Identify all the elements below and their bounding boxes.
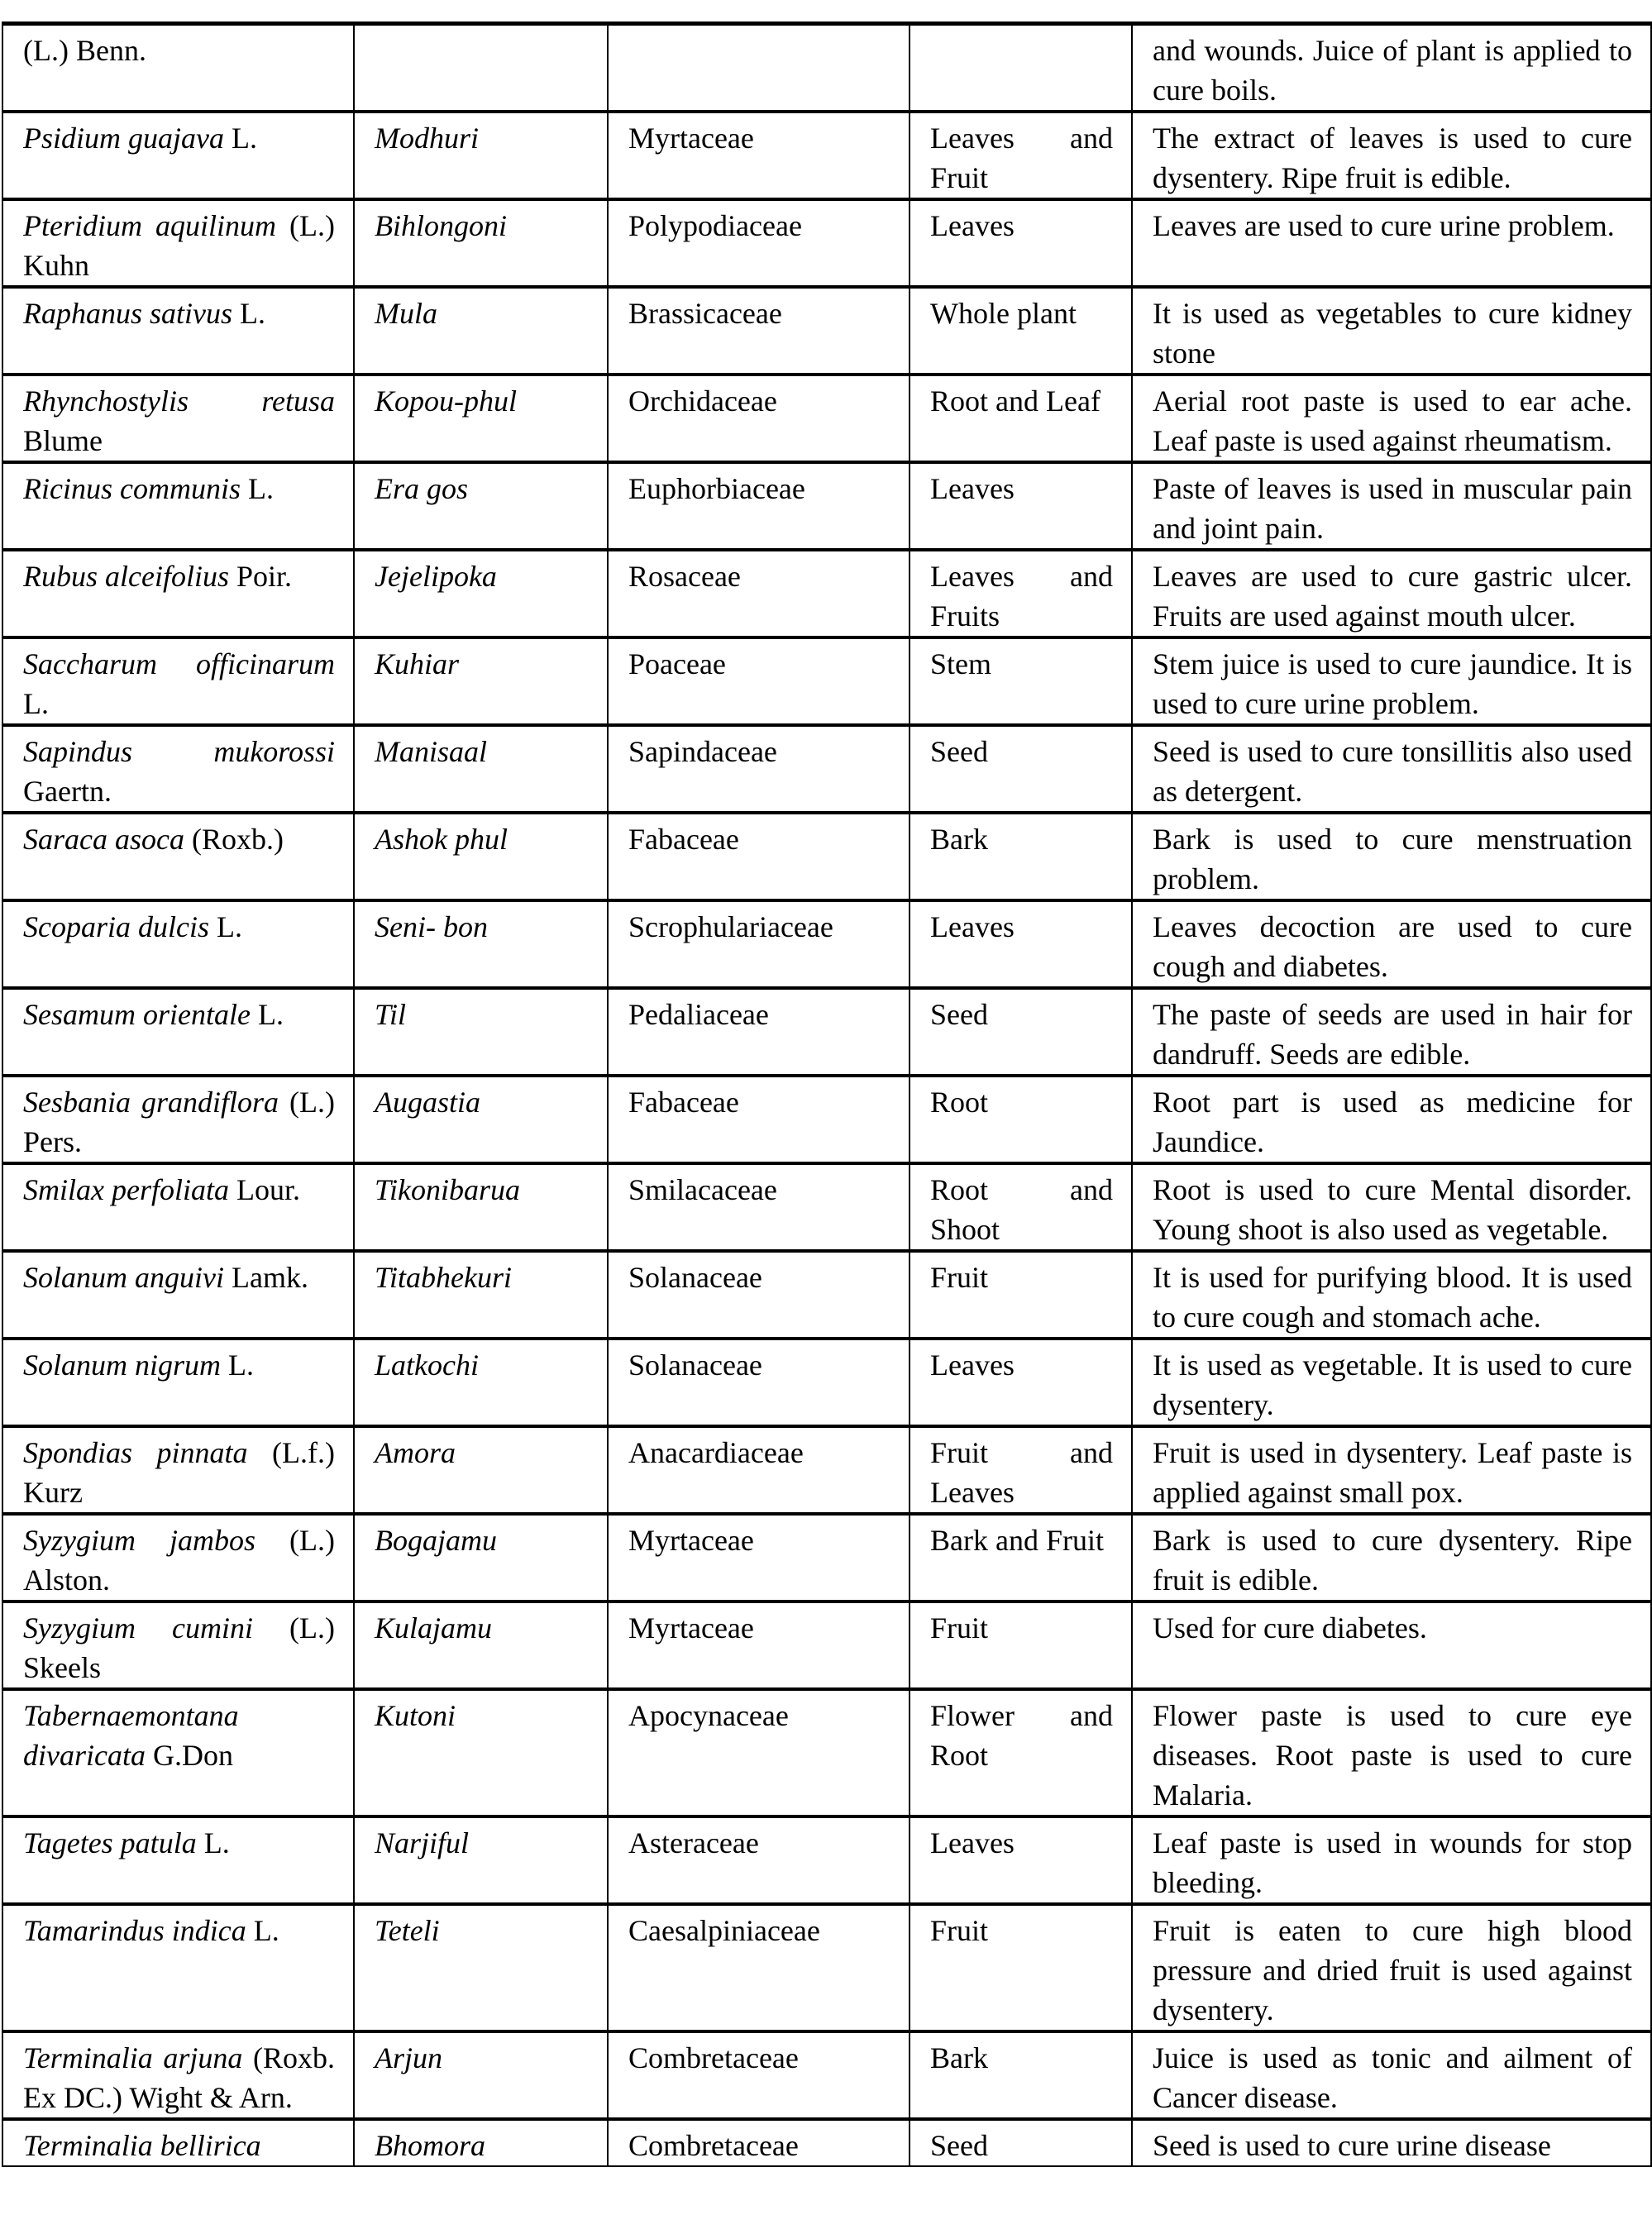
author-citation: G.Don xyxy=(152,1739,233,1772)
scientific-name: Tabernaemontana divaricata xyxy=(23,1699,239,1772)
scientific-name: Solanum anguivi xyxy=(23,1261,224,1294)
local-name-cell xyxy=(354,725,608,813)
family-cell xyxy=(608,24,910,112)
local-name-cell xyxy=(354,1339,608,1426)
part-used-cell xyxy=(910,1602,1132,1689)
table-row xyxy=(2,1339,1651,1426)
family-name: Euphorbiaceae xyxy=(628,472,805,505)
local-name: Tikonibarua xyxy=(375,1173,521,1206)
local-name: Bhomora xyxy=(375,2129,485,2162)
scientific-name: Tamarindus indica xyxy=(23,1914,246,1947)
part-used-cell xyxy=(910,1426,1132,1514)
local-name-cell xyxy=(354,287,608,375)
part-used: Fruit xyxy=(930,1611,989,1644)
family-cell xyxy=(608,1602,910,1689)
scientific-name: Rubus alceifolius xyxy=(23,560,229,593)
scientific-name-cell xyxy=(2,1602,354,1689)
local-name-cell xyxy=(354,637,608,725)
local-name: Era gos xyxy=(375,472,469,505)
part-used-cell xyxy=(910,375,1132,462)
scientific-name: Sesbania grandiflora xyxy=(23,1086,279,1119)
uses-cell xyxy=(1132,1426,1651,1514)
uses-cell xyxy=(1132,462,1651,550)
part-used-cell xyxy=(910,1904,1132,2031)
uses-cell xyxy=(1132,1816,1651,1904)
local-name: Latkochi xyxy=(375,1349,479,1382)
author-citation: (L.) Alston. xyxy=(23,1524,335,1597)
author-citation: L. xyxy=(228,1349,255,1382)
uses-cell xyxy=(1132,725,1651,813)
uses-text: Leaves are used to cure urine problem. xyxy=(1153,209,1615,242)
part-used: Leaves and Fruits xyxy=(930,560,1113,632)
scientific-name: Rhynchostylis retusa xyxy=(23,384,335,418)
scientific-name-cell xyxy=(2,813,354,900)
uses-text: Juice is used as tonic and ailment of Cancer disease. xyxy=(1153,2041,1632,2114)
local-name: Amora xyxy=(375,1436,456,1469)
scientific-name: Ricinus communis xyxy=(23,472,241,505)
part-used-cell xyxy=(910,24,1132,112)
family-cell xyxy=(608,112,910,199)
uses-text: It is used as vegetables to cure kidney stone xyxy=(1153,297,1632,370)
local-name-cell xyxy=(354,2119,608,2166)
scientific-name-cell xyxy=(2,24,354,112)
local-name-cell xyxy=(354,1514,608,1602)
local-name-cell xyxy=(354,1816,608,1904)
uses-text: Used for cure diabetes. xyxy=(1153,1611,1427,1644)
author-citation: Poir. xyxy=(236,560,293,593)
part-used-cell xyxy=(910,462,1132,550)
table-row xyxy=(2,1514,1651,1602)
scientific-name: Saraca asoca xyxy=(23,823,184,856)
family-name: Scrophulariaceae xyxy=(628,910,833,943)
local-name-cell xyxy=(354,1163,608,1251)
author-citation: L. xyxy=(216,910,242,943)
scientific-name-cell xyxy=(2,988,354,1076)
family-cell xyxy=(608,1816,910,1904)
local-name: Til xyxy=(375,998,407,1031)
document-page xyxy=(2,21,1650,2167)
uses-cell xyxy=(1132,2119,1651,2166)
part-used: Bark and Fruit xyxy=(930,1524,1104,1557)
table-row xyxy=(2,1076,1651,1163)
part-used: Leaves xyxy=(930,910,1015,943)
family-name: Combretaceae xyxy=(628,2129,799,2162)
part-used-cell xyxy=(910,900,1132,988)
part-used: Fruit xyxy=(930,1914,989,1947)
part-used-cell xyxy=(910,1689,1132,1816)
medicinal-plants-table xyxy=(2,21,1652,2167)
uses-text: Bark is used to cure dysentery. Ripe fruit is edible. xyxy=(1153,1524,1632,1597)
scientific-name-cell xyxy=(2,1339,354,1426)
uses-cell xyxy=(1132,1602,1651,1689)
part-used: Leaves xyxy=(930,1826,1015,1859)
part-used-cell xyxy=(910,813,1132,900)
table-row xyxy=(2,199,1651,287)
family-name: Brassicaceae xyxy=(628,297,782,330)
author-citation: L. xyxy=(257,998,284,1031)
local-name: Teteli xyxy=(375,1914,440,1947)
family-cell xyxy=(608,550,910,637)
table-body xyxy=(2,24,1651,2167)
local-name-cell xyxy=(354,462,608,550)
local-name-cell xyxy=(354,1251,608,1339)
family-cell xyxy=(608,1339,910,1426)
table-row xyxy=(2,24,1651,112)
local-name-cell xyxy=(354,813,608,900)
family-name: Asteraceae xyxy=(628,1826,759,1859)
table-row xyxy=(2,988,1651,1076)
table-row xyxy=(2,813,1651,900)
table-row xyxy=(2,550,1651,637)
family-name: Anacardiaceae xyxy=(628,1436,804,1469)
scientific-name: Smilax perfoliata xyxy=(23,1173,229,1206)
uses-cell xyxy=(1132,112,1651,199)
uses-cell xyxy=(1132,1339,1651,1426)
uses-text: The paste of seeds are used in hair for dandruff. Seeds are edible. xyxy=(1153,998,1632,1071)
local-name: Kutoni xyxy=(375,1699,456,1732)
table-row xyxy=(2,900,1651,988)
local-name: Narjiful xyxy=(375,1826,470,1859)
uses-cell xyxy=(1132,199,1651,287)
local-name: Mula xyxy=(375,297,437,330)
table-row xyxy=(2,1816,1651,1904)
author-citation: (L.) Benn. xyxy=(23,34,146,67)
author-citation: L. xyxy=(23,687,49,720)
scientific-name: Psidium guajava xyxy=(23,122,224,155)
scientific-name: Spondias pinnata xyxy=(23,1436,248,1469)
local-name: Bogajamu xyxy=(375,1524,497,1557)
scientific-name: Raphanus sativus xyxy=(23,297,233,330)
author-citation: Lamk. xyxy=(231,1261,308,1294)
local-name: Kuhiar xyxy=(375,647,460,680)
family-name: Orchidaceae xyxy=(628,384,777,418)
family-name: Myrtaceae xyxy=(628,1524,754,1557)
local-name-cell xyxy=(354,112,608,199)
table-row xyxy=(2,375,1651,462)
part-used-cell xyxy=(910,725,1132,813)
uses-cell xyxy=(1132,1904,1651,2031)
uses-text: Leaf paste is used in wounds for stop bleeding. xyxy=(1153,1826,1632,1899)
table-row xyxy=(2,1426,1651,1514)
table-row xyxy=(2,287,1651,375)
table-row xyxy=(2,1251,1651,1339)
scientific-name: Scoparia dulcis xyxy=(23,910,209,943)
part-used-cell xyxy=(910,988,1132,1076)
family-name: Sapindaceae xyxy=(628,735,777,768)
scientific-name-cell xyxy=(2,1689,354,1816)
scientific-name: Tagetes patula xyxy=(23,1826,197,1859)
part-used-cell xyxy=(910,112,1132,199)
scientific-name-cell xyxy=(2,1514,354,1602)
scientific-name: Terminalia arjuna xyxy=(23,2041,243,2074)
part-used-cell xyxy=(910,2119,1132,2166)
uses-text: Paste of leaves is used in muscular pain and joint pain. xyxy=(1153,472,1632,545)
scientific-name-cell xyxy=(2,1251,354,1339)
part-used: Fruit and Leaves xyxy=(930,1436,1113,1509)
local-name-cell xyxy=(354,550,608,637)
scientific-name-cell xyxy=(2,1426,354,1514)
local-name: Manisaal xyxy=(375,735,488,768)
local-name-cell xyxy=(354,1689,608,1816)
scientific-name-cell xyxy=(2,1163,354,1251)
scientific-name-cell xyxy=(2,375,354,462)
local-name-cell xyxy=(354,988,608,1076)
local-name-cell xyxy=(354,1426,608,1514)
local-name: Titabhekuri xyxy=(375,1261,513,1294)
scientific-name: Syzygium cumini xyxy=(23,1611,253,1644)
part-used: Leaves xyxy=(930,472,1015,505)
part-used: Bark xyxy=(930,823,988,856)
scientific-name-cell xyxy=(2,1076,354,1163)
uses-text: Fruit is eaten to cure high blood pressure and dried fruit is used against dysentery. xyxy=(1153,1914,1632,2026)
family-cell xyxy=(608,1514,910,1602)
scientific-name-cell xyxy=(2,550,354,637)
part-used-cell xyxy=(910,1514,1132,1602)
uses-text: Fruit is used in dysentery. Leaf paste is applied against small pox. xyxy=(1153,1436,1632,1509)
part-used-cell xyxy=(910,2031,1132,2119)
scientific-name-cell xyxy=(2,1816,354,1904)
scientific-name-cell xyxy=(2,900,354,988)
local-name: Seni- bon xyxy=(375,910,488,943)
family-cell xyxy=(608,1251,910,1339)
table-row xyxy=(2,725,1651,813)
family-name: Rosaceae xyxy=(628,560,741,593)
table-row xyxy=(2,112,1651,199)
family-cell xyxy=(608,725,910,813)
family-name: Myrtaceae xyxy=(628,122,754,155)
family-cell xyxy=(608,2031,910,2119)
uses-text: Flower paste is used to cure eye diseases. Root paste is used to cure Malaria. xyxy=(1153,1699,1632,1812)
author-citation: L. xyxy=(253,1914,279,1947)
part-used: Root and Shoot xyxy=(930,1173,1113,1246)
uses-text: Leaves are used to cure gastric ulcer. Fruits are used against mouth ulcer. xyxy=(1153,560,1632,632)
family-name: Fabaceae xyxy=(628,823,739,856)
part-used: Seed xyxy=(930,998,988,1031)
family-cell xyxy=(608,900,910,988)
local-name-cell xyxy=(354,24,608,112)
family-name: Solanaceae xyxy=(628,1261,762,1294)
author-citation: L. xyxy=(240,297,266,330)
uses-text: Seed is used to cure tonsillitis also used as detergent. xyxy=(1153,735,1632,808)
local-name-cell xyxy=(354,375,608,462)
family-cell xyxy=(608,375,910,462)
part-used: Seed xyxy=(930,2129,988,2162)
family-name: Apocynaceae xyxy=(628,1699,789,1732)
table-row xyxy=(2,1602,1651,1689)
uses-cell xyxy=(1132,1689,1651,1816)
local-name-cell xyxy=(354,199,608,287)
part-used-cell xyxy=(910,199,1132,287)
uses-cell xyxy=(1132,287,1651,375)
local-name: Kulajamu xyxy=(375,1611,493,1644)
part-used-cell xyxy=(910,287,1132,375)
family-cell xyxy=(608,637,910,725)
uses-text: Seed is used to cure urine disease xyxy=(1153,2129,1551,2162)
uses-cell xyxy=(1132,550,1651,637)
part-used: Leaves xyxy=(930,1349,1015,1382)
author-citation: (Roxb.) xyxy=(191,823,284,856)
scientific-name: Saccharum officinarum xyxy=(23,647,335,680)
uses-text: The extract of leaves is used to cure dysentery. Ripe fruit is edible. xyxy=(1153,122,1632,194)
uses-cell xyxy=(1132,1251,1651,1339)
family-name: Myrtaceae xyxy=(628,1611,754,1644)
part-used-cell xyxy=(910,637,1132,725)
part-used: Seed xyxy=(930,735,988,768)
part-used: Whole plant xyxy=(930,297,1077,330)
scientific-name-cell xyxy=(2,462,354,550)
table-row xyxy=(2,637,1651,725)
scientific-name-cell xyxy=(2,2119,354,2166)
local-name: Kopou-phul xyxy=(375,384,518,418)
part-used-cell xyxy=(910,1163,1132,1251)
scientific-name-cell xyxy=(2,637,354,725)
author-citation: L. xyxy=(231,122,257,155)
local-name-cell xyxy=(354,1602,608,1689)
family-cell xyxy=(608,287,910,375)
part-used: Flower and Root xyxy=(930,1699,1113,1772)
part-used: Fruit xyxy=(930,1261,989,1294)
scientific-name: Sapindus mukorossi xyxy=(23,735,335,768)
scientific-name: Syzygium jambos xyxy=(23,1524,255,1557)
part-used-cell xyxy=(910,1251,1132,1339)
family-cell xyxy=(608,462,910,550)
family-name: Smilacaceae xyxy=(628,1173,777,1206)
uses-cell xyxy=(1132,1514,1651,1602)
author-citation: Gaertn. xyxy=(23,775,112,808)
local-name: Jejelipoka xyxy=(375,560,497,593)
family-cell xyxy=(608,1163,910,1251)
author-citation: (L.f.) Kurz xyxy=(23,1436,336,1509)
part-used-cell xyxy=(910,1339,1132,1426)
family-cell xyxy=(608,813,910,900)
uses-text: Bark is used to cure menstruation problem. xyxy=(1153,823,1632,895)
scientific-name: Sesamum orientale xyxy=(23,998,251,1031)
scientific-name-cell xyxy=(2,112,354,199)
uses-cell xyxy=(1132,900,1651,988)
scientific-name: Solanum nigrum xyxy=(23,1349,222,1382)
part-used: Root and Leaf xyxy=(930,384,1101,418)
local-name-cell xyxy=(354,1076,608,1163)
author-citation: Blume xyxy=(23,424,103,457)
author-citation: (L.) Kuhn xyxy=(23,209,335,282)
family-cell xyxy=(608,1076,910,1163)
table-row xyxy=(2,2119,1651,2166)
uses-cell xyxy=(1132,988,1651,1076)
uses-cell xyxy=(1132,813,1651,900)
uses-cell xyxy=(1132,24,1651,112)
uses-text: Root part is used as medicine for Jaundice. xyxy=(1153,1086,1632,1158)
uses-cell xyxy=(1132,637,1651,725)
scientific-name: Pteridium aquilinum xyxy=(23,209,277,242)
local-name: Bihlongoni xyxy=(375,209,507,242)
family-cell xyxy=(608,199,910,287)
family-cell xyxy=(608,1426,910,1514)
scientific-name-cell xyxy=(2,1904,354,2031)
family-cell xyxy=(608,2119,910,2166)
part-used: Leaves xyxy=(930,209,1015,242)
local-name-cell xyxy=(354,2031,608,2119)
part-used-cell xyxy=(910,1076,1132,1163)
family-name: Pedaliaceae xyxy=(628,998,769,1031)
table-row xyxy=(2,2031,1651,2119)
part-used: Leaves and Fruit xyxy=(930,122,1113,194)
local-name: Augastia xyxy=(375,1086,481,1119)
uses-text: It is used for purifying blood. It is used to cure cough and stomach ache. xyxy=(1153,1261,1632,1334)
part-used: Bark xyxy=(930,2041,988,2074)
scientific-name: Terminalia bellirica xyxy=(23,2129,261,2162)
uses-text: Leaves decoction are used to cure cough and diabetes. xyxy=(1153,910,1632,983)
uses-cell xyxy=(1132,1163,1651,1251)
scientific-name-cell xyxy=(2,199,354,287)
author-citation: L. xyxy=(203,1826,230,1859)
scientific-name-cell xyxy=(2,725,354,813)
family-name: Caesalpiniaceae xyxy=(628,1914,820,1947)
uses-text: Stem juice is used to cure jaundice. It is used to cure urine problem. xyxy=(1153,647,1632,720)
uses-text: It is used as vegetable. It is used to cure dysentery. xyxy=(1153,1349,1632,1421)
family-cell xyxy=(608,1689,910,1816)
local-name-cell xyxy=(354,1904,608,2031)
author-citation: L. xyxy=(247,472,274,505)
uses-cell xyxy=(1132,2031,1651,2119)
uses-cell xyxy=(1132,375,1651,462)
uses-text: Root is used to cure Mental disorder. Young shoot is also used as vegetable. xyxy=(1153,1173,1632,1246)
family-name: Poaceae xyxy=(628,647,726,680)
uses-text: Aerial root paste is used to ear ache. Leaf paste is used against rheumatism. xyxy=(1153,384,1632,457)
local-name: Modhuri xyxy=(375,122,479,155)
table-row xyxy=(2,1163,1651,1251)
author-citation: (L.) Pers. xyxy=(23,1086,336,1158)
family-name: Fabaceae xyxy=(628,1086,739,1119)
family-name: Polypodiaceae xyxy=(628,209,802,242)
local-name: Arjun xyxy=(375,2041,443,2074)
part-used-cell xyxy=(910,550,1132,637)
family-name: Combretaceae xyxy=(628,2041,799,2074)
table-row xyxy=(2,1689,1651,1816)
table-row xyxy=(2,462,1651,550)
author-citation: Lour. xyxy=(236,1173,300,1206)
table-row xyxy=(2,1904,1651,2031)
local-name-cell xyxy=(354,900,608,988)
uses-cell xyxy=(1132,1076,1651,1163)
family-cell xyxy=(608,988,910,1076)
local-name: Ashok phul xyxy=(375,823,508,856)
family-name: Solanaceae xyxy=(628,1349,762,1382)
part-used: Stem xyxy=(930,647,992,680)
author-citation: (Roxb. Ex DC.) Wight & Arn. xyxy=(23,2041,335,2114)
part-used-cell xyxy=(910,1816,1132,1904)
author-citation: (L.) Skeels xyxy=(23,1611,336,1684)
family-cell xyxy=(608,1904,910,2031)
part-used: Root xyxy=(930,1086,989,1119)
scientific-name-cell xyxy=(2,287,354,375)
uses-text: and wounds. Juice of plant is applied to cure boils. xyxy=(1153,34,1632,107)
scientific-name-cell xyxy=(2,2031,354,2119)
